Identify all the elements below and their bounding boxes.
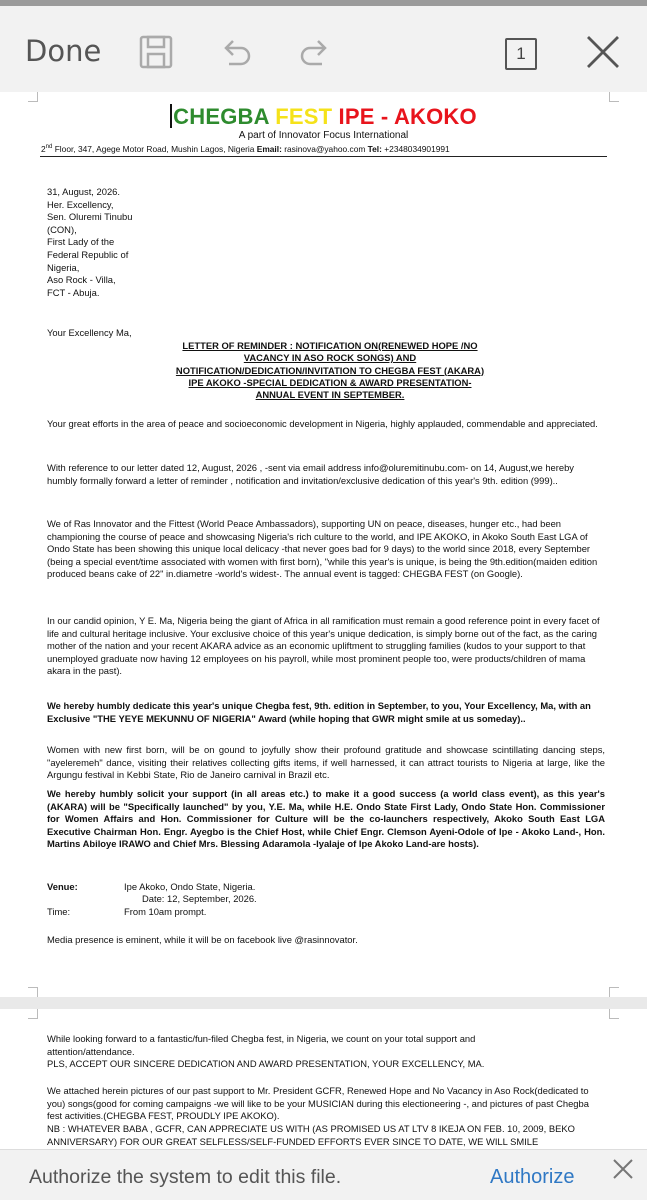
subject-line: NOTIFICATION/DEDICATION/INVITATION TO CHEGBA FEST (AKARA) (175, 364, 485, 376)
salutation: Your Excellency Ma, (47, 327, 132, 338)
authorize-bar (0, 1149, 647, 1200)
recipient-line: First Lady of the (47, 236, 115, 248)
authorize-message: Authorize the system to edit this file. (29, 1166, 342, 1188)
time-label: Time: (47, 905, 71, 917)
page-corner-mark (28, 1009, 38, 1019)
document-page-2 (0, 1009, 647, 1149)
date-value: Date: 12, September, 2026. (142, 893, 257, 905)
subject-line: VACANCY IN ASO ROCK SONGS) AND (243, 352, 417, 364)
paragraph-4: In our candid opinion, Y E. Ma, Nigeria being the giant of Africa in all ramification must remain a good reference point in every facet of life and cultural heritage inclusive. Your exclusive choice of this year's unique dedication, is simply borne out of the fact, as the caring mother of the nation and your recent AKARA advice as an economic upliftment to struggling families (kudos to your support to that unemployed graduate now having 12 employees on his payroll, while most prominent people too, were products/children of mama akara in the past). (47, 615, 600, 677)
paragraph-1: Your great efforts in the area of peace and socioeconomic development in Nigeria, highly applauded, commendable and appreciated. (47, 418, 598, 429)
subject-line: IPE AKOKO -SPECIAL DEDICATION & AWARD PRESENTATION- (188, 376, 472, 388)
close-icon[interactable] (610, 1156, 636, 1182)
page-corner-mark (609, 987, 619, 997)
letterhead-title (0, 104, 647, 130)
recipient-line: Federal Republic of (47, 248, 129, 260)
paragraph-5: We hereby humbly dedicate this year's unique Chegba fest, 9th. edition in September, to you, Your Excellency, Ma, with an Exclusive "THE YEYE MEKUNNU OF NIGERIA" Award (while hoping that GWR might smile at us someday).. (47, 700, 591, 724)
page-corner-mark (609, 92, 619, 102)
paragraph-6: Women with new first born, will be on gound to joyfully show their profound gratitude and showcase scintillating dancing steps, "ayeleremeh" dance, visiting their relatives collecting gifts items, if well harnessed, it can attract tourists to Nigeria at large, like the Argungu festival in Kebbi State, Rio de Janeiro carnival in Brazil etc. (47, 744, 605, 781)
top-toolbar (0, 0, 647, 92)
email-label: Email: (256, 144, 282, 154)
title-chegba: CHEGBA (173, 104, 269, 129)
save-icon[interactable] (136, 32, 176, 72)
event-details (47, 881, 467, 918)
recipient-line: Nigeria, (47, 261, 80, 273)
undo-icon[interactable] (215, 32, 255, 72)
paragraph-7: We hereby humbly solicit your support (in all areas etc.) to make it a good success (a world class event), as this year's (AKARA) will be "Specifically launched" by you, Y.E. Ma, while H.E. Ondo State First Lady, Ondo State Hon. Commissioner for Women Affairs and Hon. Commissioner for Culture will be the co-launchers respectively, Akoko South East LGA Executive Chairman Hon. Engr. Ayegbo is the Chief Host, while Chief Engr. Clemson Ayeni-Odole of Ipe - Akoko Land-, Hon. Martins Abiloye IRAWO and Chief Mrs. Blessing Adaramola -Iyalaje of Ipe Akoko Land-are hosts). (47, 788, 605, 850)
recipient-line: Sen. Oluremi Tinubu (47, 211, 133, 223)
page2-paragraph-1 (47, 1033, 605, 1071)
close-icon[interactable] (583, 32, 623, 72)
page-corner-mark (28, 92, 38, 102)
paragraph-2: With reference to our letter dated 12, August, 2026 , -sent via email address info@oluremitinubu.com- on 14, August,we hereby humbly formally forward a letter of reminder , notification and invitation/exclusive dedication of this year's 9th. edition (999).. (47, 462, 574, 486)
title-ipe-akoko: IPE - AKOKO (338, 104, 477, 129)
letterhead-subtitle: A part of Innovator Focus International (238, 130, 409, 141)
page-count-button[interactable]: 1 (505, 38, 537, 70)
paragraph-3: We of Ras Innovator and the Fittest (World Peace Ambassadors), supporting UN on peace, diseases, hunger etc., had been championing the course of peace and showcasing Nigeria's rich culture to the world, and IPE AKOKO, in Akoko South East LGA of Ondo State has been showing this unique local delicacy -that never goes bad for 9 days) to the world since 2018, every September (being a special event/time associated with women with first born), "while this year's is unique, is being the 9th.edition(maiden edition produced beans cake of 22" in.diametre -world's widest-. The annual event is tagged: CHEGBA FEST (on Google). (47, 518, 598, 580)
letter-subject (160, 340, 500, 401)
subject-line: LETTER OF REMINDER : NOTIFICATION ON(RENEWED HOPE /NO (182, 340, 478, 351)
letterhead-divider (40, 156, 607, 157)
recipient-line: Aso Rock - Villa, (47, 274, 116, 286)
letterhead-address (41, 144, 450, 154)
recipient-line: Her. Excellency, (47, 198, 114, 210)
redo-icon[interactable] (296, 32, 336, 72)
venue-label: Venue: (47, 881, 78, 892)
title-fest: FEST (275, 104, 333, 129)
venue-value: Ipe Akoko, Ondo State, Nigeria. (124, 881, 256, 892)
text-cursor (170, 104, 172, 128)
time-value: From 10am prompt. (124, 905, 207, 917)
page2-line: PLS, ACCEPT OUR SINCERE DEDICATION AND AWARD PRESENTATION, YOUR EXCELLENCY, MA. (47, 1058, 485, 1070)
recipient-line: 31, August, 2026. (47, 186, 120, 197)
page2-paragraph-2: We attached herein pictures of our past support to Mr. President GCFR, Renewed Hope and No Vacancy in Aso Rock(dedicated to you) songs(good for coming campaigns -we will like to be your MUSICIAN during this electioneering -, and pictures of past Chegba fest activities.(CHEGBA FEST, PROUDLY IPE AKOKO). (47, 1085, 589, 1122)
tel-label: Tel: (367, 144, 382, 154)
recipient-line: (CON), (47, 223, 77, 235)
page-corner-mark (28, 987, 38, 997)
email-value: rasinova@yahoo.com (284, 144, 366, 154)
page-separator (0, 997, 647, 1009)
done-button[interactable]: Done (25, 34, 102, 68)
paragraph-8: Media presence is eminent, while it will be on facebook live @rasinnovator. (47, 934, 358, 945)
recipient-line: FCT - Abuja. (47, 286, 100, 298)
tel-value: +2348034901991 (384, 144, 450, 154)
document-page-1 (0, 92, 647, 997)
address-sup: nd (45, 144, 53, 151)
address-text: Floor, 347, Agege Motor Road, Mushin Lagos, Nigeria (54, 144, 255, 154)
authorize-button[interactable]: Authorize (490, 1166, 575, 1188)
page2-paragraph-3: NB : WHATEVER BABA , GCFR, CAN APPRECIATE US WITH (AS PROMISED US AT LTV 8 IKEJA ON FEB. 10, 2009, BEKO ANNIVERSARY) FOR OUR GREAT SELFLESS/SELF-FUNDED EFFORTS EVER SINCE TO DATE, WE WILL SMILE (47, 1123, 575, 1147)
page2-line: attention/attendance. (47, 1045, 135, 1057)
subject-line: ANNUAL EVENT IN SEPTEMBER. (255, 389, 405, 401)
recipient-block (47, 186, 247, 299)
address-floor: 2 (41, 144, 46, 154)
page-corner-mark (609, 1009, 619, 1019)
page2-line: While looking forward to a fantastic/fun-filed Chegba fest, in Nigeria, we count on your total support and (47, 1033, 476, 1044)
